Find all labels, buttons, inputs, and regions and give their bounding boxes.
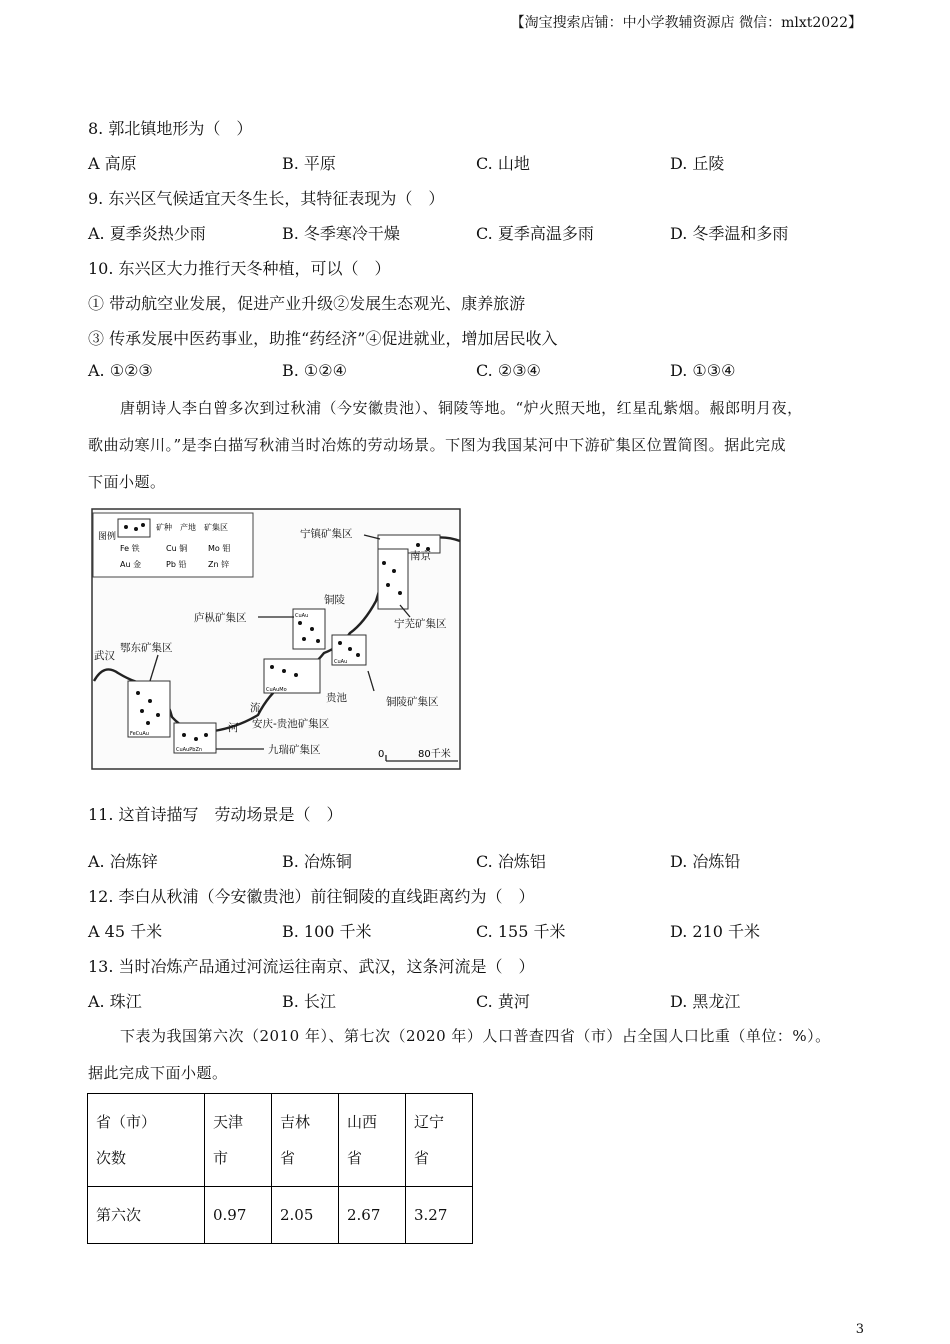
label-river-he: 河 (228, 722, 239, 734)
q11-option-a: A. 冶炼锌 (88, 852, 158, 871)
question-10-stem: 10. 东兴区大力推行天冬种植，可以（ ） (88, 259, 391, 278)
corner-bottom-label: 次数 (96, 1149, 127, 1167)
label-wuhan: 武汉 (94, 650, 115, 662)
label-jiurui: 九瑞矿集区 (268, 744, 321, 756)
header-line: 省 (347, 1149, 363, 1167)
box-label-jr: CuAuPbZn (176, 747, 203, 753)
q8-option-b: B. 平原 (282, 154, 336, 173)
label-ningwu: 宁芜矿集区 (394, 618, 447, 630)
header-line: 省 (414, 1149, 430, 1167)
header-shanxi (339, 1094, 406, 1187)
q8-option-c: C. 山地 (476, 154, 530, 173)
mining-area-map (88, 505, 466, 773)
q9-option-c: C. 夏季高温多雨 (476, 224, 594, 243)
passage-1-line-3: 下面小题。 (88, 473, 166, 491)
scale-80km: 80千米 (418, 749, 451, 760)
label-edong: 鄂东矿集区 (120, 642, 173, 654)
cell-value: 0.97 (205, 1187, 272, 1244)
header-line: 山西 (347, 1113, 378, 1131)
legend-mo: Mo 钼 (208, 544, 231, 553)
legend-zn: Zn 锌 (208, 560, 230, 569)
header-line: 吉林 (280, 1113, 311, 1131)
corner-top-label: 省（市） (96, 1113, 157, 1131)
legend-cu: Cu 铜 (166, 544, 188, 553)
q11-option-b: B. 冶炼铜 (282, 852, 352, 871)
q10-option-a: A. ①②③ (88, 361, 153, 380)
question-11-stem: 11. 这首诗描写 劳动场景是（ ） (88, 805, 343, 824)
cell-value: 2.05 (272, 1187, 339, 1244)
box-label-lz: CuAu (295, 613, 309, 619)
q9-option-b: B. 冬季寒冷干燥 (282, 224, 400, 243)
map-legend (93, 513, 253, 577)
q12-option-c: C. 155 千米 (476, 922, 566, 941)
q11-option-c: C. 冶炼铝 (476, 852, 546, 871)
q12-option-d: D. 210 千米 (670, 922, 761, 941)
header-line: 省 (280, 1149, 296, 1167)
box-label-tl: CuAu (334, 659, 348, 665)
q13-option-d: D. 黑龙江 (670, 992, 741, 1011)
box-label-ed: FeCuAu (130, 731, 149, 737)
passage-1-line-2: 歌曲动寒川。”是李白描写秋浦当时冶炼的劳动场景。下图为我国某河中下游矿集区位置简图。据此完成 (88, 436, 787, 454)
cell-value: 3.27 (406, 1187, 473, 1244)
q13-option-b: B. 长江 (282, 992, 336, 1011)
table-corner-cell (88, 1094, 205, 1187)
q12-option-b: B. 100 千米 (282, 922, 372, 941)
legend-pb: Pb 铅 (166, 560, 187, 569)
label-river-liu: 流 (250, 702, 261, 714)
legend-row-1: 矿种 产地 矿集区 (156, 523, 228, 532)
q10-statement-line-1: ① 带动航空业发展，促进产业升级②发展生态观光、康养旅游 (88, 294, 526, 313)
header-jilin (272, 1094, 339, 1187)
legend-title: 图例 (98, 532, 117, 542)
question-13-stem: 13. 当时冶炼产品通过河流运往南京、武汉，这条河流是（ ） (88, 957, 535, 976)
page-number: 3 (855, 1322, 864, 1337)
label-ningzhen: 宁镇矿集区 (300, 528, 353, 540)
q12-option-a: A 45 千米 (88, 922, 163, 941)
passage-2-line-1: 下表为我国第六次（2010 年）、第七次（2020 年）人口普查四省（市）占全国人口比重（单位：%）。 (120, 1027, 831, 1045)
population-table (87, 1093, 473, 1244)
legend-au: Au 金 (120, 560, 142, 569)
header-line: 市 (213, 1149, 229, 1167)
label-tongling-area: 铜陵矿集区 (386, 696, 439, 708)
row-label: 第六次 (88, 1187, 205, 1244)
passage-2-line-2: 据此完成下面小题。 (88, 1064, 228, 1082)
header-tianjin (205, 1094, 272, 1187)
q8-option-d: D. 丘陵 (670, 154, 725, 173)
question-8-stem: 8. 郭北镇地形为（ ） (88, 119, 253, 138)
label-nanjing: 南京 (410, 550, 431, 562)
q8-option-a: A 高原 (88, 154, 137, 173)
question-9-stem: 9. 东兴区气候适宜天冬生长，其特征表现为（ ） (88, 189, 445, 208)
q10-option-c: C. ②③④ (476, 361, 541, 380)
header-line: 天津 (213, 1113, 244, 1131)
table-header-row (88, 1094, 473, 1187)
q13-option-a: A. 珠江 (88, 992, 142, 1011)
table-row (88, 1187, 473, 1244)
scale-zero: 0 (378, 749, 385, 760)
label-guichi: 贵池 (326, 692, 347, 704)
q10-option-b: B. ①②④ (282, 361, 347, 380)
header-liaoning (406, 1094, 473, 1187)
question-12-stem: 12. 李白从秋浦（今安徽贵池）前往铜陵的直线距离约为（ ） (88, 887, 535, 906)
cell-value: 2.67 (339, 1187, 406, 1244)
legend-fe: Fe 铁 (120, 544, 140, 553)
q13-option-c: C. 黄河 (476, 992, 530, 1011)
page-header: 【淘宝搜索店铺：中小学教辅资源店 微信：mlxt2022】 (510, 15, 862, 31)
q10-statement-line-2: ③ 传承发展中医药事业，助推“药经济”④促进就业，增加居民收入 (88, 329, 558, 348)
q11-option-d: D. 冶炼铅 (670, 852, 741, 871)
header-line: 辽宁 (414, 1113, 445, 1131)
passage-1-line-1: 唐朝诗人李白曾多次到过秋浦（今安徽贵池）、铜陵等地。“炉火照天地，红星乱紫烟。赧郎明月夜， (120, 399, 803, 417)
label-luzong: 庐枞矿集区 (194, 612, 247, 624)
q9-option-a: A. 夏季炎热少雨 (88, 224, 206, 243)
q9-option-d: D. 冬季温和多雨 (670, 224, 789, 243)
q10-option-d: D. ①③④ (670, 361, 736, 380)
box-label-aq: CuAuMo (266, 687, 287, 693)
label-tongling: 铜陵 (324, 594, 345, 606)
label-anqing-guichi: 安庆-贵池矿集区 (252, 718, 330, 730)
